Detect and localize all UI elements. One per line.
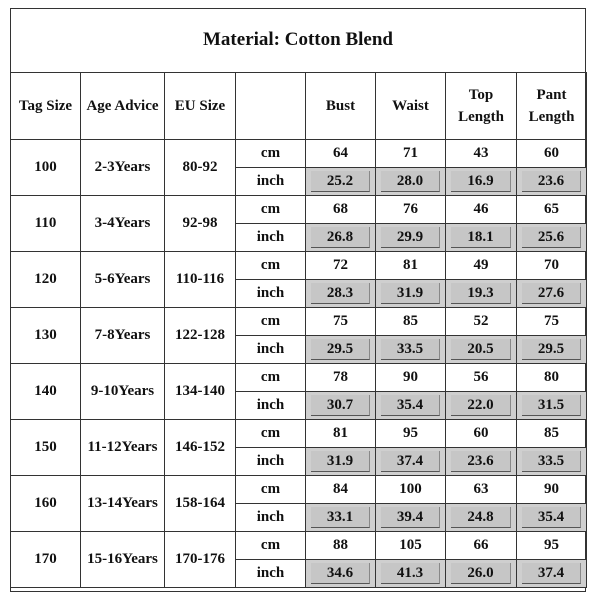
top-length-inch-cell [446, 448, 517, 476]
pant-length-cm-cell: 80 [517, 364, 587, 392]
waist-inch-cell [376, 168, 446, 196]
waist-cm-cell: 85 [376, 308, 446, 336]
waist-inch-value: 28.0 [381, 171, 440, 192]
pant-length-inch-cell [517, 560, 587, 588]
bust-cm-cell: 84 [306, 476, 376, 504]
top-length-cm-cell: 66 [446, 532, 517, 560]
eu-size-cell: 80-92 [165, 140, 236, 196]
unit-cm-label: cm [236, 308, 306, 336]
tag-size-cell: 120 [11, 252, 81, 308]
tag-size-cell: 170 [11, 532, 81, 588]
unit-inch-label: inch [236, 560, 306, 588]
unit-inch-label: inch [236, 448, 306, 476]
bust-inch-cell [306, 168, 376, 196]
pant-length-inch-value: 35.4 [522, 507, 581, 528]
tag-size-cell: 110 [11, 196, 81, 252]
waist-inch-value: 39.4 [381, 507, 440, 528]
age-advice-cell: 13-14Years [81, 476, 165, 532]
pant-length-cm-cell: 90 [517, 476, 587, 504]
pant-length-cm-cell: 70 [517, 252, 587, 280]
waist-inch-value: 41.3 [381, 563, 440, 584]
pant-length-inch-value: 27.6 [522, 283, 581, 304]
top-length-cm-cell: 49 [446, 252, 517, 280]
header-bust: Bust [306, 73, 376, 140]
unit-cm-label: cm [236, 532, 306, 560]
header-top-length: Top Length [446, 73, 517, 140]
top-length-inch-cell [446, 336, 517, 364]
bust-inch-value: 31.9 [311, 451, 370, 472]
pant-length-inch-cell [517, 504, 587, 532]
header-age-advice: Age Advice [81, 73, 165, 140]
unit-cm-label: cm [236, 476, 306, 504]
pant-length-inch-cell [517, 168, 587, 196]
bust-inch-cell [306, 560, 376, 588]
waist-inch-value: 29.9 [381, 227, 440, 248]
bust-cm-cell: 72 [306, 252, 376, 280]
unit-inch-label: inch [236, 392, 306, 420]
table-row-cm [11, 532, 587, 560]
size-table [10, 72, 587, 588]
top-length-inch-cell [446, 504, 517, 532]
pant-length-inch-value: 37.4 [522, 563, 581, 584]
top-length-cm-cell: 52 [446, 308, 517, 336]
waist-inch-cell [376, 336, 446, 364]
top-length-inch-cell [446, 560, 517, 588]
chart-title: Material: Cotton Blend [203, 29, 393, 50]
unit-cm-label: cm [236, 196, 306, 224]
bust-inch-value: 34.6 [311, 563, 370, 584]
pant-length-inch-value: 23.6 [522, 171, 581, 192]
table-row-cm [11, 476, 587, 504]
top-length-inch-cell [446, 280, 517, 308]
header-waist: Waist [376, 73, 446, 140]
bust-inch-value: 29.5 [311, 339, 370, 360]
unit-inch-label: inch [236, 168, 306, 196]
table-row-cm [11, 308, 587, 336]
top-length-inch-value: 24.8 [451, 507, 511, 528]
bust-inch-cell [306, 504, 376, 532]
pant-length-inch-cell [517, 448, 587, 476]
pant-length-inch-cell [517, 280, 587, 308]
top-length-inch-value: 22.0 [451, 395, 511, 416]
waist-inch-cell [376, 280, 446, 308]
unit-inch-label: inch [236, 280, 306, 308]
top-length-inch-cell [446, 392, 517, 420]
header-row [11, 73, 587, 140]
eu-size-cell: 170-176 [165, 532, 236, 588]
pant-length-inch-cell [517, 336, 587, 364]
top-length-cm-cell: 60 [446, 420, 517, 448]
bust-inch-cell [306, 448, 376, 476]
age-advice-cell: 7-8Years [81, 308, 165, 364]
eu-size-cell: 122-128 [165, 308, 236, 364]
tag-size-cell: 100 [11, 140, 81, 196]
waist-inch-value: 33.5 [381, 339, 440, 360]
waist-inch-value: 35.4 [381, 395, 440, 416]
waist-cm-cell: 95 [376, 420, 446, 448]
bust-inch-cell [306, 392, 376, 420]
tag-size-cell: 160 [11, 476, 81, 532]
waist-inch-cell [376, 448, 446, 476]
top-length-inch-value: 18.1 [451, 227, 511, 248]
bust-cm-cell: 64 [306, 140, 376, 168]
eu-size-cell: 92-98 [165, 196, 236, 252]
table-row-cm [11, 252, 587, 280]
top-length-cm-cell: 43 [446, 140, 517, 168]
age-advice-cell: 11-12Years [81, 420, 165, 476]
age-advice-cell: 2-3Years [81, 140, 165, 196]
waist-inch-cell [376, 504, 446, 532]
waist-cm-cell: 71 [376, 140, 446, 168]
top-length-inch-value: 19.3 [451, 283, 511, 304]
waist-cm-cell: 105 [376, 532, 446, 560]
header-eu-size: EU Size [165, 73, 236, 140]
tag-size-cell: 150 [11, 420, 81, 476]
top-length-inch-value: 23.6 [451, 451, 511, 472]
age-advice-cell: 9-10Years [81, 364, 165, 420]
top-length-cm-cell: 46 [446, 196, 517, 224]
table-row-cm [11, 364, 587, 392]
waist-inch-cell [376, 560, 446, 588]
eu-size-cell: 134-140 [165, 364, 236, 420]
bust-cm-cell: 78 [306, 364, 376, 392]
pant-length-cm-cell: 75 [517, 308, 587, 336]
pant-length-inch-value: 29.5 [522, 339, 581, 360]
bust-inch-value: 25.2 [311, 171, 370, 192]
waist-inch-cell [376, 224, 446, 252]
table-row-cm [11, 140, 587, 168]
bust-cm-cell: 75 [306, 308, 376, 336]
eu-size-cell: 146-152 [165, 420, 236, 476]
unit-cm-label: cm [236, 140, 306, 168]
pant-length-cm-cell: 85 [517, 420, 587, 448]
unit-cm-label: cm [236, 252, 306, 280]
age-advice-cell: 5-6Years [81, 252, 165, 308]
pant-length-inch-value: 31.5 [522, 395, 581, 416]
pant-length-inch-value: 33.5 [522, 451, 581, 472]
waist-inch-value: 37.4 [381, 451, 440, 472]
pant-length-cm-cell: 65 [517, 196, 587, 224]
waist-inch-cell [376, 392, 446, 420]
bust-inch-value: 30.7 [311, 395, 370, 416]
unit-inch-label: inch [236, 504, 306, 532]
tag-size-cell: 140 [11, 364, 81, 420]
bust-inch-value: 33.1 [311, 507, 370, 528]
bust-inch-cell [306, 280, 376, 308]
header-pant-length: Pant Length [517, 73, 587, 140]
pant-length-cm-cell: 95 [517, 532, 587, 560]
pant-length-cm-cell: 60 [517, 140, 587, 168]
age-advice-cell: 3-4Years [81, 196, 165, 252]
bust-inch-cell [306, 224, 376, 252]
unit-inch-label: inch [236, 224, 306, 252]
top-length-inch-cell [446, 224, 517, 252]
top-length-inch-cell [446, 168, 517, 196]
tag-size-cell: 130 [11, 308, 81, 364]
waist-cm-cell: 100 [376, 476, 446, 504]
waist-cm-cell: 76 [376, 196, 446, 224]
unit-inch-label: inch [236, 336, 306, 364]
pant-length-inch-cell [517, 224, 587, 252]
top-length-cm-cell: 56 [446, 364, 517, 392]
bust-inch-value: 28.3 [311, 283, 370, 304]
table-row-cm [11, 420, 587, 448]
header-unit [236, 73, 306, 140]
pant-length-inch-value: 25.6 [522, 227, 581, 248]
bust-cm-cell: 88 [306, 532, 376, 560]
bust-inch-value: 26.8 [311, 227, 370, 248]
top-length-inch-value: 16.9 [451, 171, 511, 192]
top-length-inch-value: 20.5 [451, 339, 511, 360]
waist-cm-cell: 81 [376, 252, 446, 280]
waist-cm-cell: 90 [376, 364, 446, 392]
bust-cm-cell: 81 [306, 420, 376, 448]
eu-size-cell: 110-116 [165, 252, 236, 308]
age-advice-cell: 15-16Years [81, 532, 165, 588]
top-length-cm-cell: 63 [446, 476, 517, 504]
bust-inch-cell [306, 336, 376, 364]
eu-size-cell: 158-164 [165, 476, 236, 532]
waist-inch-value: 31.9 [381, 283, 440, 304]
pant-length-inch-cell [517, 392, 587, 420]
top-length-inch-value: 26.0 [451, 563, 511, 584]
bust-cm-cell: 68 [306, 196, 376, 224]
unit-cm-label: cm [236, 364, 306, 392]
header-tag-size: Tag Size [11, 73, 81, 140]
table-row-cm [11, 196, 587, 224]
unit-cm-label: cm [236, 420, 306, 448]
